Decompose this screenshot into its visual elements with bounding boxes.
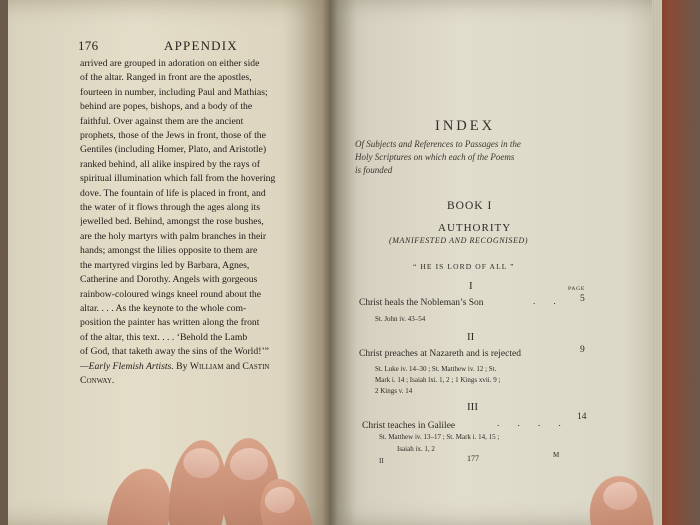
body-line: arrived are grouped in adoration on either side (80, 58, 260, 69)
body-line: of the altar, this text. . . . ‘Behold the Lamb (80, 331, 248, 343)
body-line: rainbow-coloured wings kneel round about the (80, 288, 262, 300)
fingernail (229, 447, 269, 482)
body-line: Catherine and Dorothy. Angels with gorgeous (80, 274, 258, 286)
left-page-body (80, 57, 316, 388)
entry-numeral: II (467, 331, 475, 343)
entry-title: Christ preaches at Nazareth and is rejected (359, 349, 521, 359)
entry-reference: St. John iv. 43–54 (375, 315, 426, 323)
page-column-label: PAGE (568, 286, 586, 292)
right-page-number: 177 (467, 454, 479, 463)
body-line: faithful. Over against them are the ancient (80, 115, 244, 127)
subtitle-line: is founded (355, 165, 393, 175)
index-subtitle (355, 138, 595, 177)
citation-line (80, 360, 316, 374)
section-heading: AUTHORITY (438, 222, 512, 234)
book-heading: BOOK I (447, 200, 493, 212)
section-subheading: (MANIFESTED AND RECOGNISED) (389, 236, 529, 245)
printer-mark: M (553, 451, 560, 459)
body-line: jewelled bed. Behind, amongst the rose bushes, (80, 216, 264, 228)
body-line: the martyred virgins led by Barbara, Agnes, (80, 259, 250, 271)
book-gutter (322, 0, 338, 525)
body-line: of the altar. Ranged in front are the apostles, (80, 72, 252, 84)
body-line: of God, that taketh away the sins of the World!’” (80, 346, 269, 358)
body-line: spiritual illumination which fall from the hovering (80, 173, 276, 185)
running-head: APPENDIX (164, 38, 238, 53)
subtitle-line: Of Subjects and References to Passages in the (355, 139, 521, 149)
body-line: are the holy martyrs with palm branches in their (80, 230, 267, 242)
entry-reference: Mark i. 14 ; Isaiah lxi. 1, 2 ; 1 Kings xvii. 9 ; (375, 376, 501, 384)
fingernail (262, 483, 298, 516)
citation-author: William (189, 360, 224, 372)
body-line: behind are popes, bishops, and a body of the (80, 101, 253, 113)
entry-numeral: III (467, 401, 478, 413)
left-page-number: 176 (78, 38, 99, 53)
citation-by: By (176, 360, 188, 372)
body-line: ranked behind, all alike inspired by the rays of (80, 158, 260, 170)
entry-page-number: 9 (580, 345, 585, 355)
entry-reference: St. Matthew iv. 13–17 ; St. Mark i. 14, 15 ; (379, 433, 500, 441)
body-line: the water of it flows through the ages along its (80, 202, 260, 214)
entry-reference: St. Luke iv. 14–30 ; St. Matthew iv. 12 ; St. (375, 365, 497, 373)
body-line: prophets, those of the Jews in front, those of the (80, 130, 266, 142)
entry-leader-dots: . . . . (497, 418, 569, 428)
citation-line (80, 374, 316, 388)
entry-numeral: I (469, 280, 473, 292)
page-stack-edge (652, 0, 662, 525)
entry-reference: Isaiah ix. 1, 2 (397, 445, 435, 453)
body-line: dove. The fountain of life is placed in front, and (80, 187, 266, 199)
body-line: Gentiles (including Homer, Plato, and Aristotle) (80, 144, 267, 156)
citation-source: —Early Flemish Artists. (80, 360, 174, 372)
fingernail (182, 446, 221, 480)
entry-title: Christ heals the Nobleman’s Son (359, 298, 484, 308)
body-line: hands; amongst the lilies opposite to them are (80, 245, 258, 257)
citation-and: and (225, 360, 240, 372)
epigraph: “ HE IS LORD OF ALL ” (413, 262, 515, 271)
signature-mark: II (379, 457, 384, 465)
citation-author: Conway. (80, 374, 115, 386)
body-line: altar. . . . As the keynote to the whole com- (80, 302, 247, 314)
entry-reference: 2 Kings v. 14 (375, 387, 413, 395)
body-line: position the painter has written along the front (80, 317, 260, 329)
entry-page-number: 5 (580, 294, 585, 304)
entry-page-number: 14 (577, 412, 587, 422)
subtitle-line: Holy Scriptures on which each of the Poems (355, 152, 515, 162)
thumbnail (601, 480, 639, 512)
index-title: INDEX (435, 118, 496, 134)
citation-author: Castin (242, 360, 270, 372)
entry-leader-dots: . . (533, 296, 564, 306)
entry-title: Christ teaches in Galilee (362, 421, 456, 431)
body-line: fourteen in number, including Paul and Mathias; (80, 86, 268, 98)
